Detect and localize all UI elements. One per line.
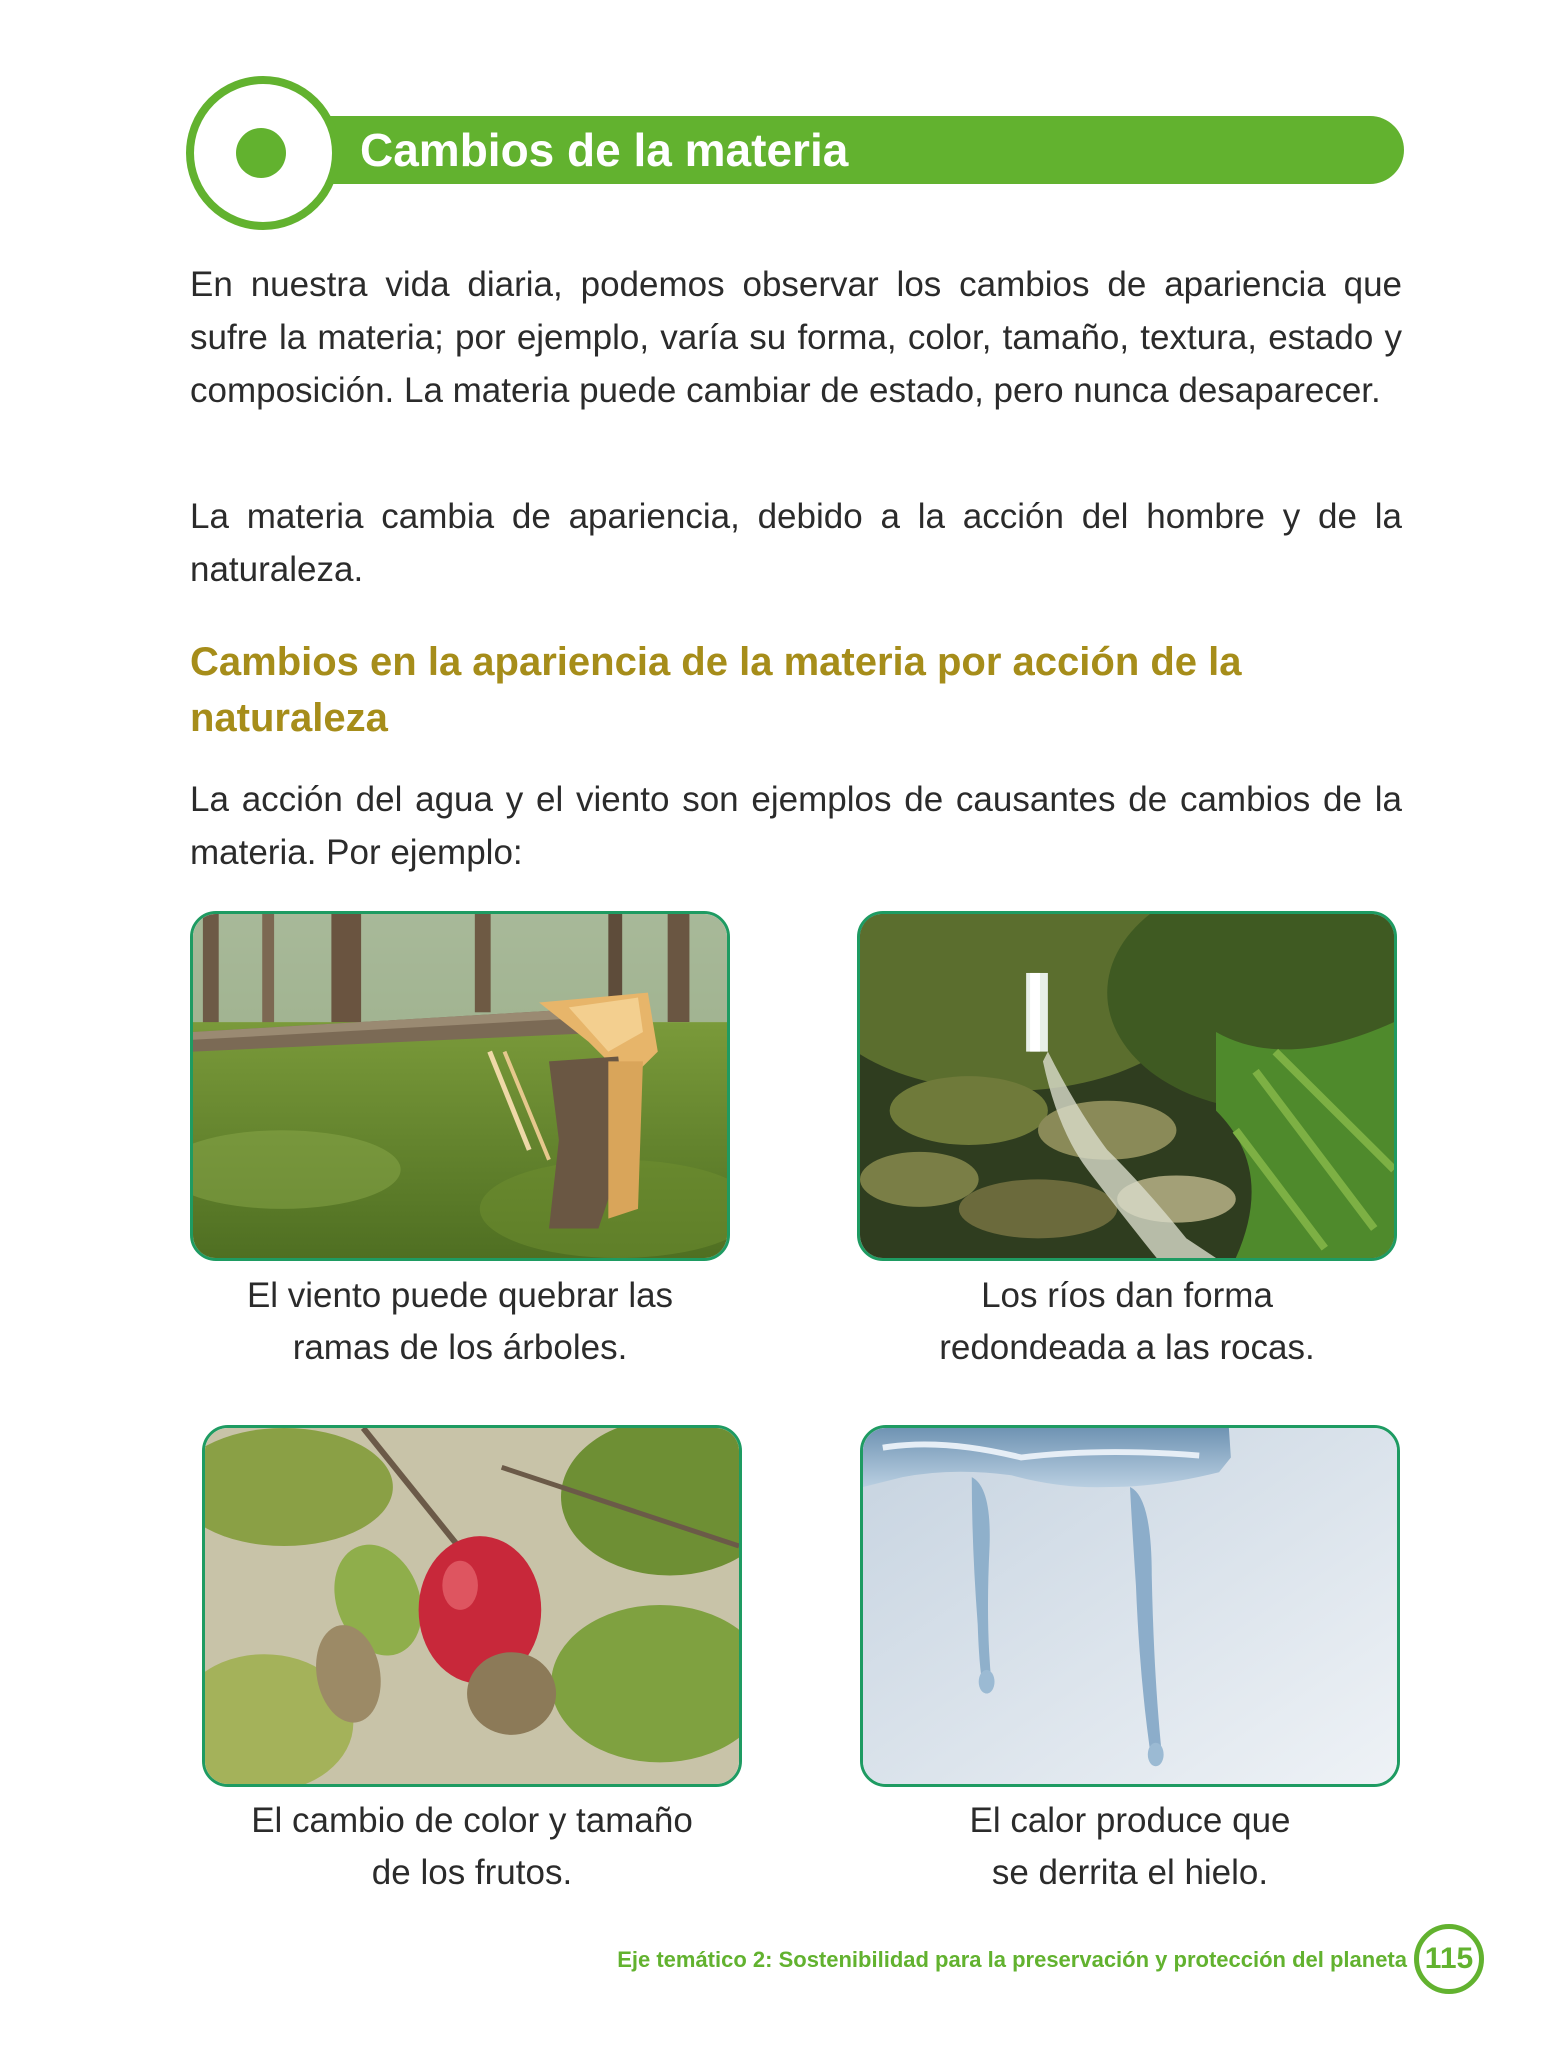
caption-wind — [190, 1270, 730, 1374]
section-subheading: Cambios en la apariencia de la materia por acción de la naturaleza — [190, 640, 1242, 740]
page-title: Cambios de la materia — [360, 124, 849, 176]
broken-tree-photo — [190, 911, 730, 1261]
river-rocks-photo — [857, 911, 1397, 1261]
caption-river-line1: Los ríos dan forma — [981, 1276, 1273, 1315]
caption-wind-line1: El viento puede quebrar las — [246, 1276, 674, 1315]
caption-fruit-line2: de los frutos. — [371, 1853, 573, 1892]
caption-fruit — [190, 1795, 754, 1899]
cashew-fruit-photo — [202, 1425, 742, 1787]
intro-paragraph: En nuestra vida diaria, podemos observar los cambios de apariencia que sufre la materia; por ejemplo, varía su forma, color, tamaño, textura, estado y composición. La materia puede cambiar de estado, pero nunca desaparecer. — [190, 265, 1402, 410]
footer-theme-axis: Eje temático 2: Sostenibilidad para la preservación y protección del planeta — [617, 1947, 1407, 1972]
badge-dot-icon — [236, 128, 286, 178]
page-number: 115 — [1414, 1924, 1484, 1994]
second-paragraph: La materia cambia de apariencia, debido a la acción del hombre y de la naturaleza. — [190, 497, 1402, 589]
caption-fruit-line1: El cambio de color y tamaño — [251, 1801, 693, 1840]
caption-ice-line1: El calor produce que — [969, 1801, 1291, 1840]
melting-icicles-photo — [860, 1425, 1400, 1787]
caption-river — [857, 1270, 1397, 1374]
caption-ice-line2: se derrita el hielo. — [991, 1853, 1269, 1892]
caption-river-line2: redondeada a las rocas. — [939, 1328, 1315, 1367]
caption-ice — [860, 1795, 1400, 1899]
caption-wind-line2: ramas de los árboles. — [292, 1328, 628, 1367]
chapter-header — [0, 0, 1564, 240]
examples-intro-paragraph: La acción del agua y el viento son ejemplos de causantes de cambios de la materia. Por ejemplo: — [190, 780, 1402, 872]
